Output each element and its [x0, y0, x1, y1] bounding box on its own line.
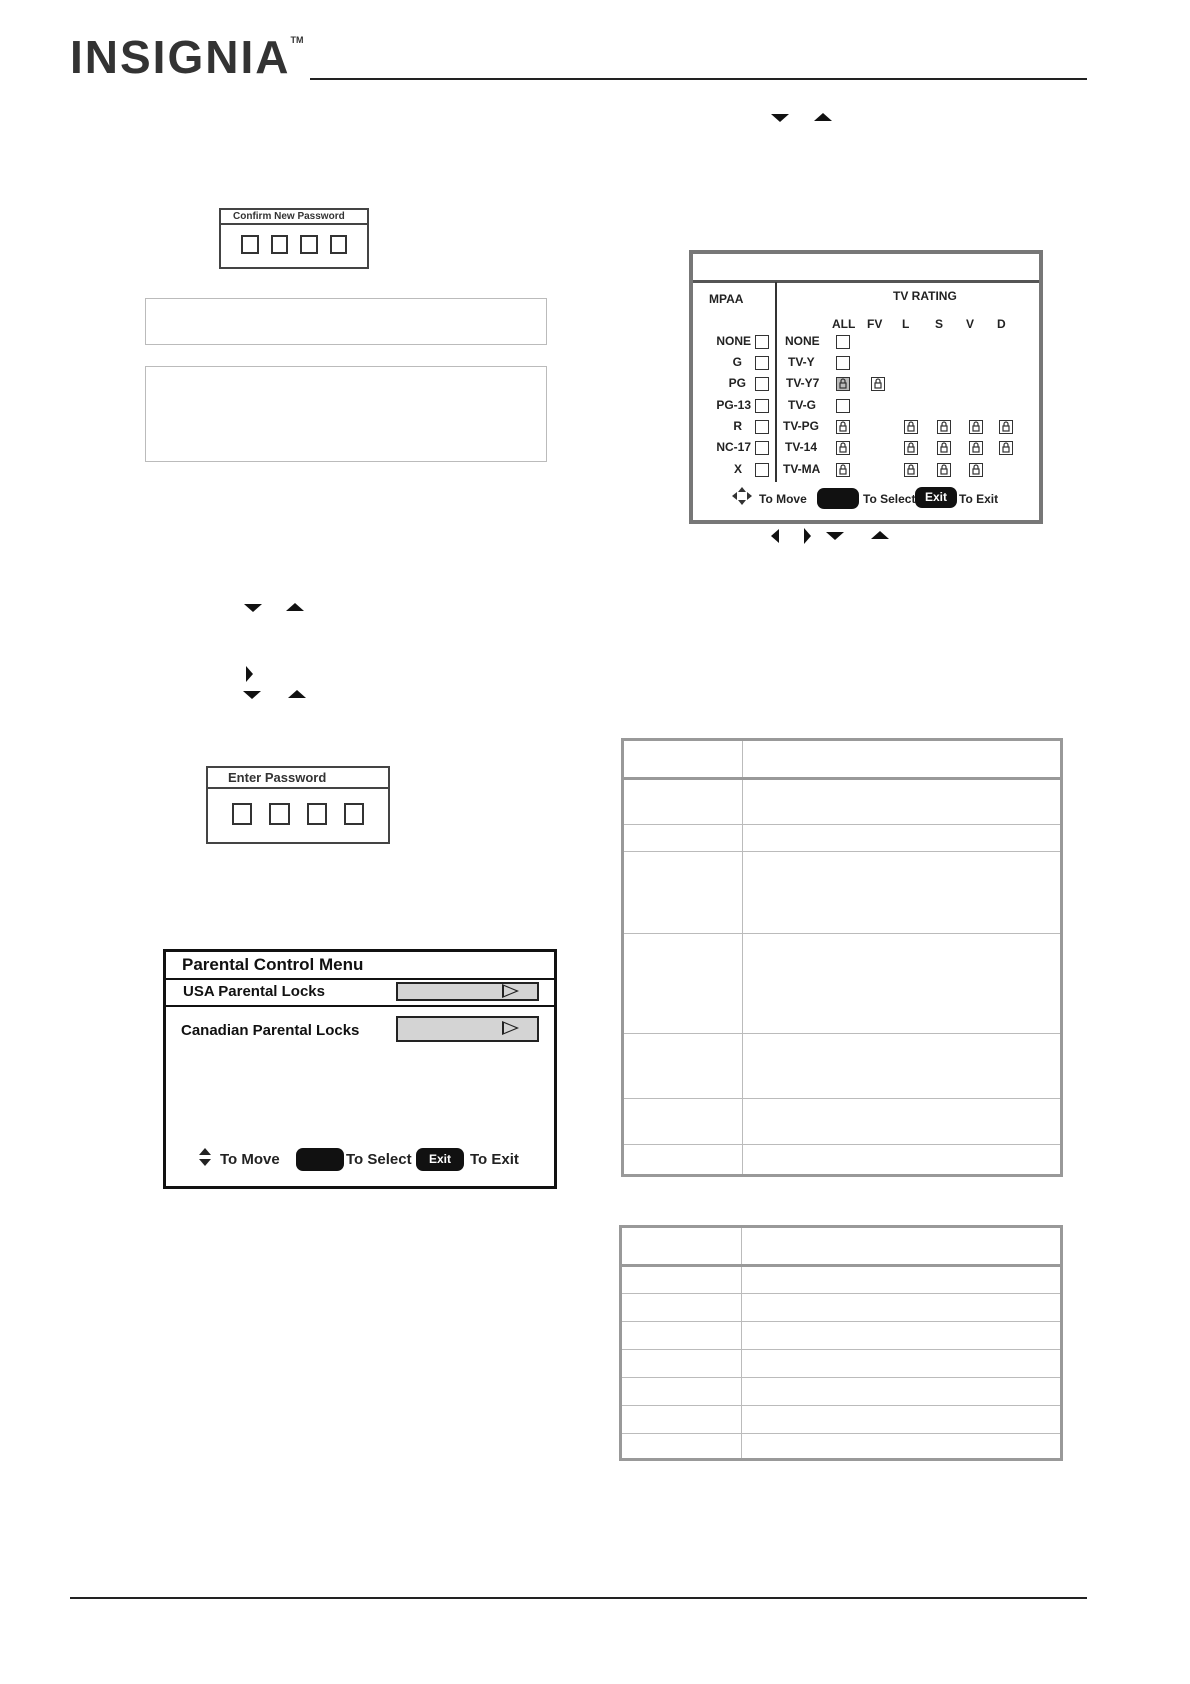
- lock-icon[interactable]: [999, 420, 1013, 434]
- four-way-arrow-icon: [731, 486, 753, 506]
- up-down-icon: [198, 1147, 212, 1167]
- mpaa-checkbox[interactable]: [755, 335, 769, 349]
- password-digit[interactable]: [232, 803, 252, 825]
- mpaa-label: X: [733, 462, 742, 476]
- mpaa-label: NONE: [716, 334, 751, 348]
- table-row: [622, 1405, 1060, 1406]
- select-key-icon: [296, 1148, 344, 1171]
- menu-item-label: Canadian Parental Locks: [181, 1022, 360, 1039]
- menu-item-usa-locks[interactable]: [166, 979, 554, 1007]
- down-arrow-icon: [244, 604, 262, 612]
- lock-icon[interactable]: [904, 463, 918, 477]
- mpaa-label: R: [733, 419, 742, 433]
- left-arrow-icon: [771, 529, 779, 543]
- enter-password-box: [206, 766, 390, 844]
- select-key-icon: [817, 488, 859, 509]
- lock-icon[interactable]: [999, 441, 1013, 455]
- tv-checkbox[interactable]: [836, 335, 850, 349]
- enter-arrow-icon: [502, 984, 519, 998]
- header-rule: [310, 78, 1087, 80]
- table-row: [624, 933, 1060, 934]
- up-arrow-icon: [288, 690, 306, 698]
- exit-key-icon: Exit: [915, 487, 957, 508]
- column-v: V: [966, 317, 975, 331]
- parental-control-menu: [163, 949, 557, 1189]
- insignia-logo: INSIGNIA™: [70, 31, 304, 83]
- move-hint: To Move: [759, 492, 807, 506]
- column-fv: FV: [867, 317, 883, 331]
- tv-label: TV-MA: [783, 462, 821, 476]
- tv-label: TV-Y: [788, 355, 815, 369]
- table-row: [622, 1433, 1060, 1434]
- tv-label: TV-Y7: [786, 376, 820, 390]
- up-arrow-icon: [871, 531, 889, 539]
- mpaa-label: NC-17: [716, 440, 751, 454]
- grid-title-bar: [693, 254, 1039, 283]
- mpaa-checkbox[interactable]: [755, 399, 769, 413]
- rating-table: [619, 1225, 1063, 1461]
- lock-icon[interactable]: [937, 420, 951, 434]
- footer-rule: [70, 1597, 1087, 1599]
- down-arrow-icon: [243, 691, 261, 699]
- mpaa-checkbox[interactable]: [755, 377, 769, 391]
- note-box: [145, 298, 547, 345]
- submenu-bar[interactable]: [396, 982, 539, 1001]
- table-row: [622, 1321, 1060, 1322]
- column-d: D: [997, 317, 1006, 331]
- password-digit[interactable]: [307, 803, 327, 825]
- right-arrow-icon: [804, 528, 811, 544]
- move-hint: To Move: [220, 1151, 280, 1168]
- lock-icon[interactable]: [836, 463, 850, 477]
- down-arrow-icon: [826, 532, 844, 540]
- column-l: L: [902, 317, 910, 331]
- mpaa-title: MPAA: [709, 292, 744, 306]
- lock-icon[interactable]: [904, 441, 918, 455]
- mpaa-checkbox[interactable]: [755, 441, 769, 455]
- tv-label: TV-PG: [783, 419, 820, 433]
- password-digit[interactable]: [344, 803, 364, 825]
- lock-icon[interactable]: [969, 420, 983, 434]
- rating-grid: [689, 250, 1043, 524]
- mpaa-checkbox[interactable]: [755, 420, 769, 434]
- rating-table: [621, 738, 1063, 1177]
- mpaa-checkbox[interactable]: [755, 463, 769, 477]
- up-arrow-icon: [286, 603, 304, 611]
- lock-icon[interactable]: [937, 441, 951, 455]
- right-arrow-icon: [246, 666, 253, 682]
- mpaa-label: PG-13: [716, 398, 751, 412]
- tv-rating-title: TV RATING: [893, 289, 957, 303]
- password-digit[interactable]: [269, 803, 289, 825]
- tv-checkbox[interactable]: [836, 356, 850, 370]
- enter-password-title: Enter Password: [208, 768, 388, 789]
- table-row: [624, 777, 1060, 780]
- lock-icon[interactable]: [836, 420, 850, 434]
- submenu-bar[interactable]: [396, 1016, 539, 1042]
- mpaa-checkbox[interactable]: [755, 356, 769, 370]
- table-row: [622, 1377, 1060, 1378]
- table-row: [624, 1098, 1060, 1099]
- down-arrow-icon: [771, 114, 789, 122]
- exit-hint: To Exit: [470, 1151, 519, 1168]
- password-digit[interactable]: [300, 235, 318, 254]
- lock-icon[interactable]: [969, 463, 983, 477]
- lock-icon[interactable]: [871, 377, 885, 391]
- password-digit[interactable]: [330, 235, 348, 254]
- menu-item-label: USA Parental Locks: [183, 983, 325, 1000]
- select-hint: To Select: [346, 1151, 412, 1168]
- lock-icon[interactable]: [836, 377, 850, 391]
- exit-key-icon: Exit: [416, 1148, 464, 1171]
- mpaa-label: G: [732, 355, 742, 369]
- table-divider: [742, 741, 743, 1174]
- menu-item-canadian-locks[interactable]: [166, 1016, 554, 1046]
- up-arrow-icon: [814, 113, 832, 121]
- lock-icon[interactable]: [904, 420, 918, 434]
- lock-icon[interactable]: [969, 441, 983, 455]
- password-digit[interactable]: [241, 235, 259, 254]
- note-box: [145, 366, 547, 462]
- table-row: [622, 1349, 1060, 1350]
- grid-divider: [775, 282, 777, 482]
- confirm-password-box: [219, 208, 369, 269]
- exit-hint: To Exit: [959, 492, 999, 506]
- lock-icon[interactable]: [836, 441, 850, 455]
- tv-label: TV-G: [788, 398, 817, 412]
- column-all: ALL: [832, 317, 856, 331]
- tv-label: NONE: [785, 334, 820, 348]
- mpaa-label: PG: [728, 376, 746, 390]
- table-row: [622, 1264, 1060, 1267]
- table-row: [624, 851, 1060, 852]
- tv-checkbox[interactable]: [836, 399, 850, 413]
- confirm-password-title: Confirm New Password: [221, 210, 367, 225]
- menu-title: Parental Control Menu: [166, 952, 554, 980]
- table-row: [624, 1033, 1060, 1034]
- table-row: [622, 1293, 1060, 1294]
- table-row: [624, 824, 1060, 825]
- column-s: S: [935, 317, 944, 331]
- table-divider: [741, 1228, 742, 1458]
- password-digit[interactable]: [271, 235, 289, 254]
- tv-label: TV-14: [785, 440, 818, 454]
- select-hint: To Select: [863, 492, 916, 506]
- table-row: [624, 1144, 1060, 1145]
- lock-icon[interactable]: [937, 463, 951, 477]
- enter-arrow-icon: [502, 1021, 519, 1035]
